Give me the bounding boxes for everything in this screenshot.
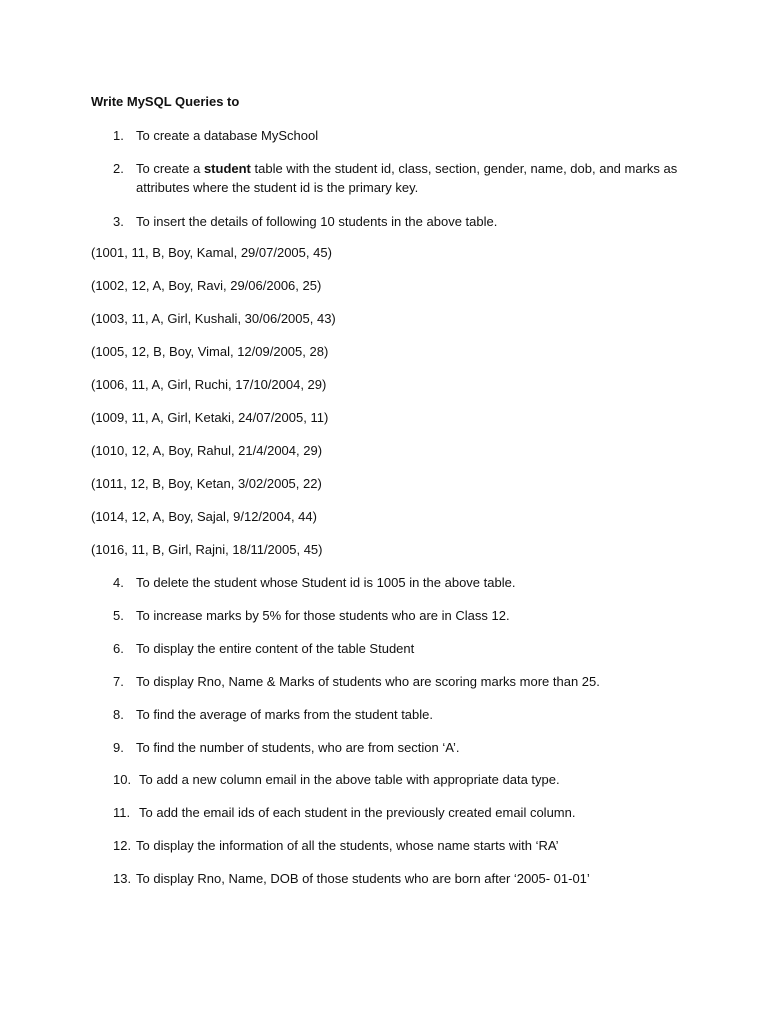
list-number: 7. [113,674,124,689]
student-record: (1005, 12, B, Boy, Vimal, 12/09/2005, 28) [91,344,329,359]
list-number: 12. [113,838,132,853]
student-record: (1006, 11, A, Girl, Ruchi, 17/10/2004, 29) [91,377,327,392]
list-number: 8. [113,707,124,722]
list-number: 4. [113,575,124,590]
list-text: To create a database MySchool [136,128,319,143]
list-item [113,126,683,145]
list-text: To find the number of students, who are from section ‘A’. [136,740,460,755]
list-item [113,738,683,757]
list-text [136,159,683,197]
list-item [113,212,683,231]
student-record: (1010, 12, A, Boy, Rahul, 21/4/2004, 29) [91,443,323,458]
list-number: 5. [113,608,124,623]
document-title: Write MySQL Queries to [91,94,240,109]
student-record: (1014, 12, A, Boy, Sajal, 9/12/2004, 44) [91,509,317,524]
list-number: 3. [113,214,124,229]
list-number: 1. [113,128,124,143]
list-text-pre: To create a [136,161,204,176]
list-text: To display Rno, Name & Marks of students who are scoring marks more than 25. [136,674,600,689]
list-text: To insert the details of following 10 students in the above table. [136,214,498,229]
list-number: 13. [113,871,132,886]
list-text: To display the information of all the students, whose name starts with ‘RA’ [136,838,559,853]
list-number: 9. [113,740,124,755]
list-text: To add the email ids of each student in the previously created email column. [139,805,576,820]
student-record: (1011, 12, B, Boy, Ketan, 3/02/2005, 22) [91,476,322,491]
list-number: 10. [113,772,132,787]
list-item [113,573,683,592]
list-text: To add a new column email in the above table with appropriate data type. [139,772,560,787]
list-item [113,836,683,855]
student-record: (1001, 11, B, Boy, Kamal, 29/07/2005, 45) [91,245,332,260]
list-text-post: table with the student id, class, section, gender, name, dob, and marks as attributes where the student id is the primary key. [136,161,678,195]
list-text: To display the entire content of the table Student [136,641,415,656]
list-text: To delete the student whose Student id is 1005 in the above table. [136,575,516,590]
list-item [113,159,683,197]
list-item [113,803,683,822]
list-item [113,606,683,625]
list-item [113,869,683,888]
student-record: (1002, 12, A, Boy, Ravi, 29/06/2006, 25) [91,278,322,293]
list-item [113,705,683,724]
list-number: 11. [113,805,131,820]
list-item [113,770,683,789]
list-text-bold: student [203,161,251,176]
list-text: To display Rno, Name, DOB of those students who are born after ‘2005- 01-01’ [136,871,590,886]
list-number: 6. [113,641,124,656]
list-text: To find the average of marks from the student table. [136,707,433,722]
list-item [113,672,683,691]
list-number: 2. [113,161,124,176]
student-record: (1009, 11, A, Girl, Ketaki, 24/07/2005, 11) [91,410,329,425]
list-text: To increase marks by 5% for those students who are in Class 12. [136,608,510,623]
list-item [113,639,683,658]
student-record: (1016, 11, B, Girl, Rajni, 18/11/2005, 45) [91,542,323,557]
student-record: (1003, 11, A, Girl, Kushali, 30/06/2005, 43) [91,311,336,326]
